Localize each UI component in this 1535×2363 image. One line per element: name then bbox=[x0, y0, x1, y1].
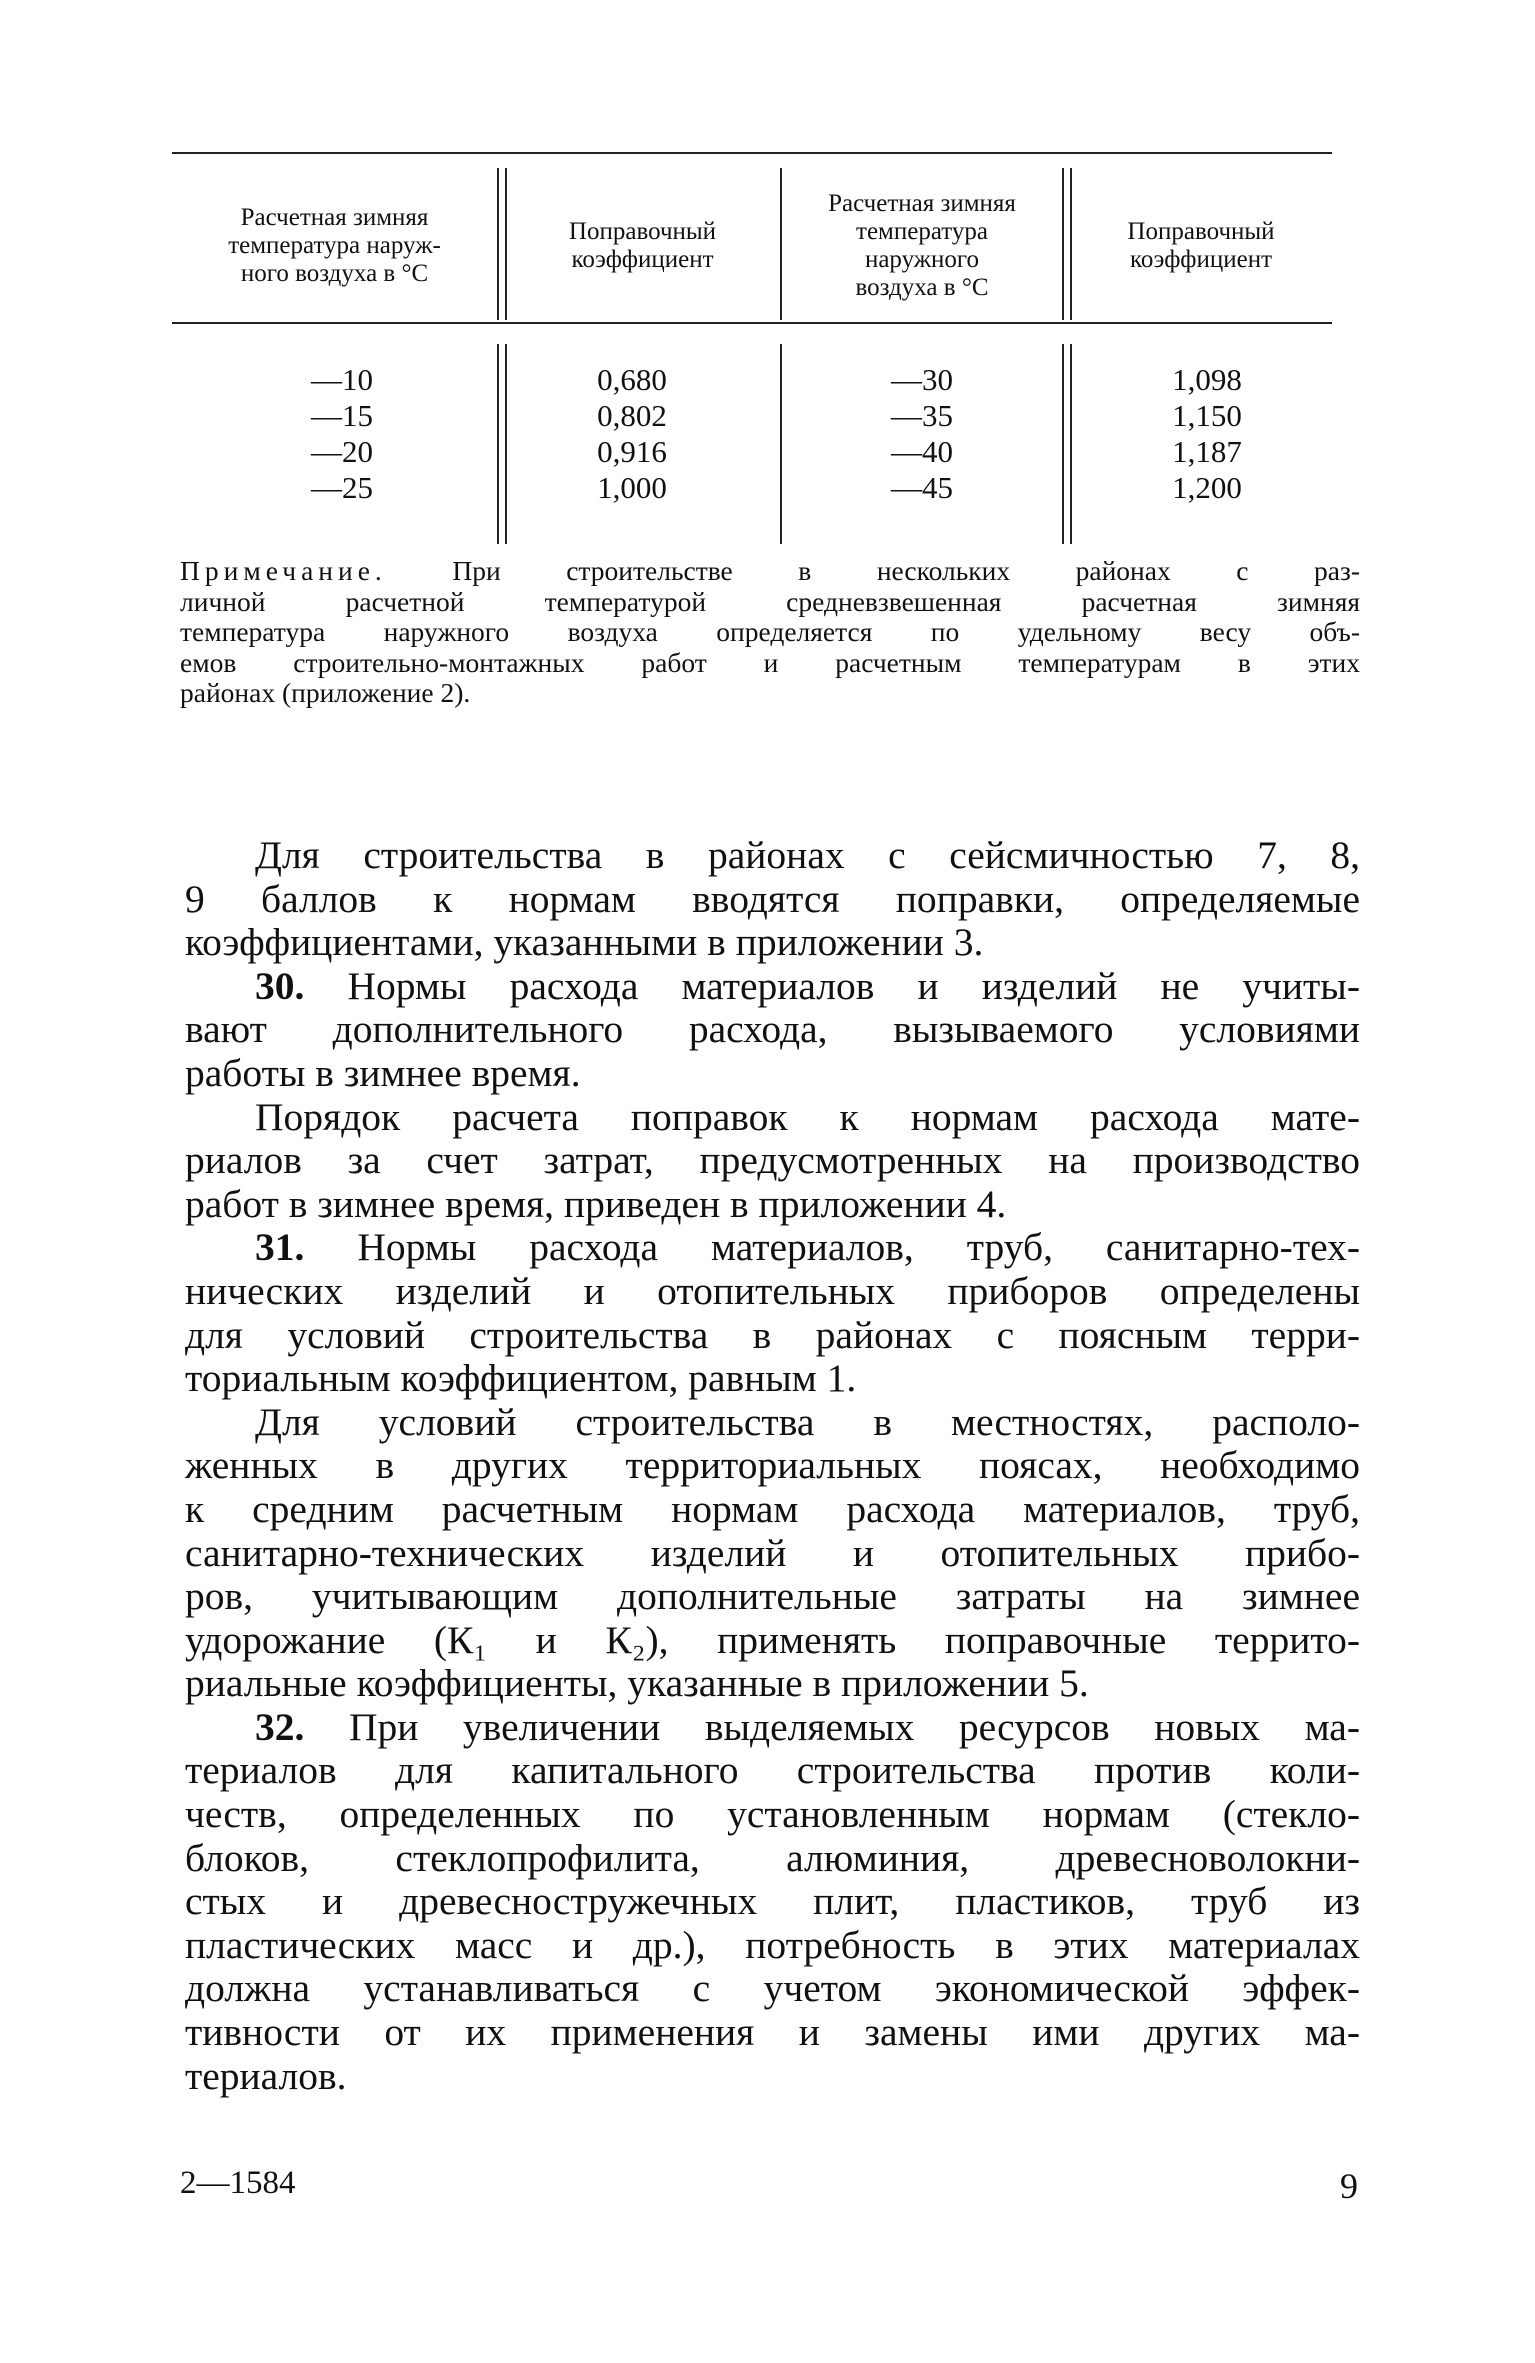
text-line: Для строительства в районах с сейсмичностью 7, 8, bbox=[255, 833, 1360, 877]
text-line: стых и древесностружечных плит, пластиков, труб из bbox=[185, 1879, 1360, 1924]
note-line: емов строительно-монтажных работ и расчетным температурам в этих bbox=[180, 646, 1360, 678]
header-text: Расчетная зимняя температура наружного воздуха в °С bbox=[828, 190, 1016, 301]
page-number: 9 bbox=[1340, 2166, 1358, 2206]
table-cell: —30 bbox=[891, 362, 953, 397]
table-cell: —10 bbox=[311, 362, 373, 397]
text-line: Для условий строительства в местностях, располо- bbox=[255, 1399, 1360, 1444]
text-line: работы в зимнее время. bbox=[185, 1050, 581, 1095]
table-column-coef-2 bbox=[1147, 362, 1267, 506]
text-line: нических изделий и отопительных приборов определены bbox=[185, 1268, 1360, 1313]
text-line: вают дополнительного расхода, вызываемого условиями bbox=[185, 1007, 1360, 1052]
text-line: должна устанавливаться с учетом экономической эффек- bbox=[185, 1966, 1360, 2011]
table-header-coef-2 bbox=[1070, 218, 1332, 274]
text-line: к средним расчетным нормам расхода материалов, труб, bbox=[185, 1486, 1360, 1531]
clause-number: 30. bbox=[255, 963, 305, 1008]
text-line: 9 баллов к нормам вводятся поправки, определяемые bbox=[185, 876, 1360, 921]
table-top-rule bbox=[172, 152, 1332, 154]
table-header-rule bbox=[172, 322, 1332, 324]
table-cell: 1,187 bbox=[1172, 434, 1242, 469]
table-cell: 0,802 bbox=[597, 398, 667, 433]
table-header-temp-2 bbox=[782, 190, 1062, 302]
table-cell: 1,150 bbox=[1172, 398, 1242, 433]
table-column-coef-1 bbox=[572, 362, 692, 506]
text-line: коэффициентами, указанными в приложении 3. bbox=[185, 920, 984, 965]
note-text: При строительстве в нескольких районах с раз- bbox=[452, 555, 1360, 586]
table-cell: 0,916 bbox=[597, 434, 667, 469]
text-line: санитарно-технических изделий и отопительных прибо- bbox=[185, 1530, 1360, 1575]
note-label: Примечание. bbox=[180, 555, 387, 586]
table-cell: —20 bbox=[311, 434, 373, 469]
table-cell: —25 bbox=[311, 470, 373, 505]
clause-number: 31. bbox=[255, 1225, 305, 1270]
coefficient-table bbox=[172, 152, 1332, 544]
clause-text: Нормы расхода материалов, труб, санитарно-тех- bbox=[304, 1225, 1360, 1270]
text-line: блоков, стеклопрофилита, алюминия, древесноволокни- bbox=[185, 1835, 1360, 1880]
table-cell: 1,200 bbox=[1172, 470, 1242, 505]
text-line: ториальным коэффициентом, равным 1. bbox=[185, 1356, 857, 1401]
text-line: честв, определенных по установленным нормам (стекло- bbox=[185, 1792, 1360, 1837]
text-line bbox=[185, 965, 1360, 1009]
table-header-temp-1 bbox=[172, 204, 497, 288]
text-line: удорожание (К₁ и К₂), применять поправочные террито- bbox=[185, 1617, 1360, 1662]
table-cell: 1,098 bbox=[1172, 362, 1242, 397]
table-column-temp-2 bbox=[862, 362, 982, 506]
table-cell: —45 bbox=[891, 470, 953, 505]
note-line: районах (приложение 2). bbox=[180, 677, 471, 708]
table-divider bbox=[1062, 344, 1072, 544]
clause-number: 32. bbox=[255, 1704, 305, 1749]
text-line bbox=[185, 1706, 1360, 1750]
header-text: Поправочный коэффициент bbox=[568, 218, 717, 273]
text-line: женных в других территориальных поясах, необходимо bbox=[185, 1443, 1360, 1488]
header-text: Поправочный коэффициент bbox=[1127, 218, 1275, 273]
table-divider bbox=[497, 344, 507, 544]
table-note bbox=[180, 556, 1360, 709]
note-line: личной расчетной температурой средневзвешенная расчетная зимняя bbox=[180, 585, 1360, 617]
text-line: Порядок расчета поправок к нормам расхода мате- bbox=[255, 1094, 1360, 1139]
table-cell: 0,680 bbox=[597, 362, 667, 397]
text-line: пластических масс и др.), потребность в этих материалах bbox=[185, 1922, 1360, 1967]
clause-text: Нормы расхода материалов и изделий не учиты- bbox=[304, 963, 1360, 1008]
text-line bbox=[185, 1226, 1360, 1270]
text-line: работ в зимнее время, приведен в приложении 4. bbox=[185, 1181, 1007, 1226]
note-line bbox=[180, 556, 1360, 587]
printer-signature: 2—1584 bbox=[180, 2165, 296, 2201]
text-line: ров, учитывающим дополнительные затраты на зимнее bbox=[185, 1574, 1360, 1619]
note-line: температура наружного воздуха определяется по удельному весу объ- bbox=[180, 616, 1360, 647]
header-text: Расчетная зимняя температура наруж- ного воздуха в °С bbox=[228, 204, 441, 287]
table-cell: 1,000 bbox=[597, 470, 667, 505]
table-cell: —40 bbox=[891, 434, 953, 469]
text-line: тивности от их применения и замены ими других ма- bbox=[185, 2010, 1360, 2055]
text-line: риалов за счет затрат, предусмотренных на производство bbox=[185, 1138, 1360, 1183]
text-line: для условий строительства в районах с поясным терри- bbox=[185, 1312, 1360, 1357]
table-cell: —35 bbox=[891, 398, 953, 433]
clause-text: При увеличении выделяемых ресурсов новых ма- bbox=[304, 1704, 1360, 1749]
text-line: териалов для капитального строительства против коли- bbox=[185, 1748, 1360, 1793]
body-text bbox=[185, 834, 1360, 2098]
table-divider bbox=[780, 344, 782, 544]
text-line: териалов. bbox=[185, 2053, 347, 2098]
text-line: риальные коэффициенты, указанные в приложении 5. bbox=[185, 1661, 1089, 1706]
table-column-temp-1 bbox=[282, 362, 402, 506]
table-header-coef-1 bbox=[505, 218, 780, 274]
table-cell: —15 bbox=[311, 398, 373, 433]
